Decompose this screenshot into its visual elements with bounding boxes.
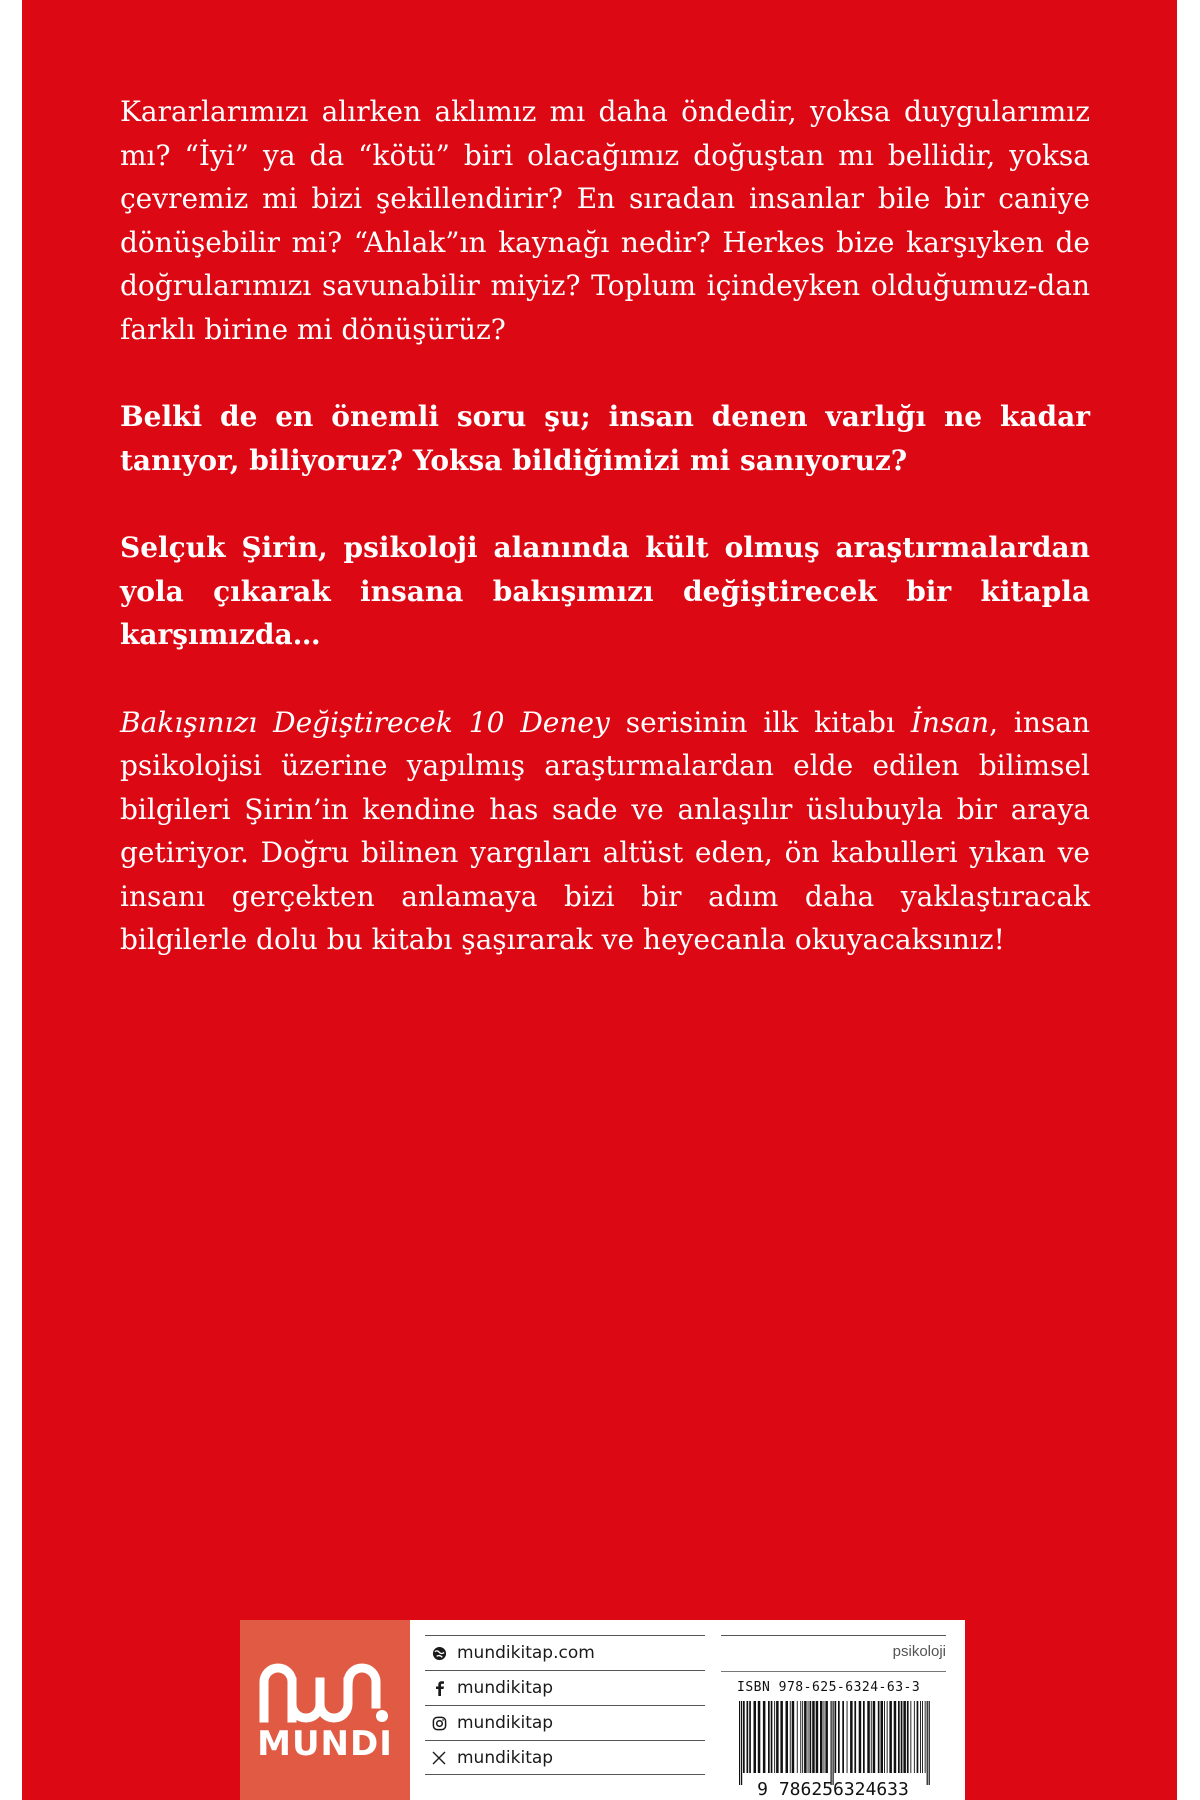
blurb-p4-part-b: , insan psikolojisi üzerine yapılmış araştırmalardan elde edilen bilimsel bilgileri Şirin’in kendine has sade ve anlaşılır üslubuyla bir araya getiriyor. Doğru bilinen yargıları altüst eden, ön kabulleri yıkan ve insanı gerçekten anlamaya bizi bir adım daha yaklaştıracak bilgilerle dolu bu kitabı şaşırarak ve heyecanla okuyacaksınız! [120,705,1090,956]
facebook-label: mundikitap [457,1678,554,1698]
publisher-contact-list [425,1635,705,1775]
publisher-logo [240,1620,410,1800]
blurb-p4-part-a: serisinin ilk kitabı [609,705,911,739]
facebook-row[interactable] [425,1670,705,1705]
barcode-digits: 9 786256324633 [757,1779,909,1799]
x-label: mundikitap [457,1747,554,1768]
instagram-icon [431,1715,447,1731]
isbn-number: ISBN 978-625-6324-63-3 [737,1680,921,1695]
instagram-row[interactable] [425,1705,705,1740]
mundi-logo-mark [256,1652,394,1724]
book-title: İnsan [910,705,990,739]
facebook-icon [431,1680,447,1696]
publisher-name: MUNDI [257,1724,393,1764]
isbn-divider-top [721,1635,946,1636]
series-title: Bakışınızı Değiştirecek 10 Deney [120,705,610,739]
blurb-paragraph-4 [120,701,1090,962]
genre-label: psikoloji [892,1643,946,1660]
blurb-text-block [120,90,1090,1006]
instagram-label: mundikitap [457,1713,554,1733]
website-label: mundikitap.com [457,1643,595,1663]
globe-icon [431,1645,447,1661]
isbn-block [721,1635,946,1800]
isbn-divider [721,1671,946,1672]
barcode [721,1699,946,1799]
x-icon [431,1750,447,1766]
website-row[interactable] [425,1635,705,1670]
blurb-paragraph-1: Kararlarımızı alırken aklımız mı daha öndedir, yoksa duygularımız mı? “İyi” ya da “kötü” biri olacağımız doğuştan mı bellidir, yoksa çevremiz mi bizi şekillendirir? En sıradan insanlar bile bir caniye dönüşebilir mi? “Ahlak”ın kaynağı nedir? Herkes bize karşıyken de doğrularımızı savunabilir miyiz? Toplum içindeyken olduğumuz-dan farklı birine mi dönüşürüz? [120,95,1090,346]
cover-footer [240,1620,965,1800]
x-row[interactable] [425,1740,705,1775]
blurb-paragraph-2: Belki de en önemli soru şu; insan denen varlığı ne kadar tanıyor, biliyoruz? Yoksa bildiğimizi mi sanıyoruz? [120,400,1090,477]
blurb-paragraph-3: Selçuk Şirin, psikoloji alanında kült olmuş araştırmalardan yola çıkarak insana bakışımızı değiştirecek bir kitapla karşımızda… [120,531,1090,651]
